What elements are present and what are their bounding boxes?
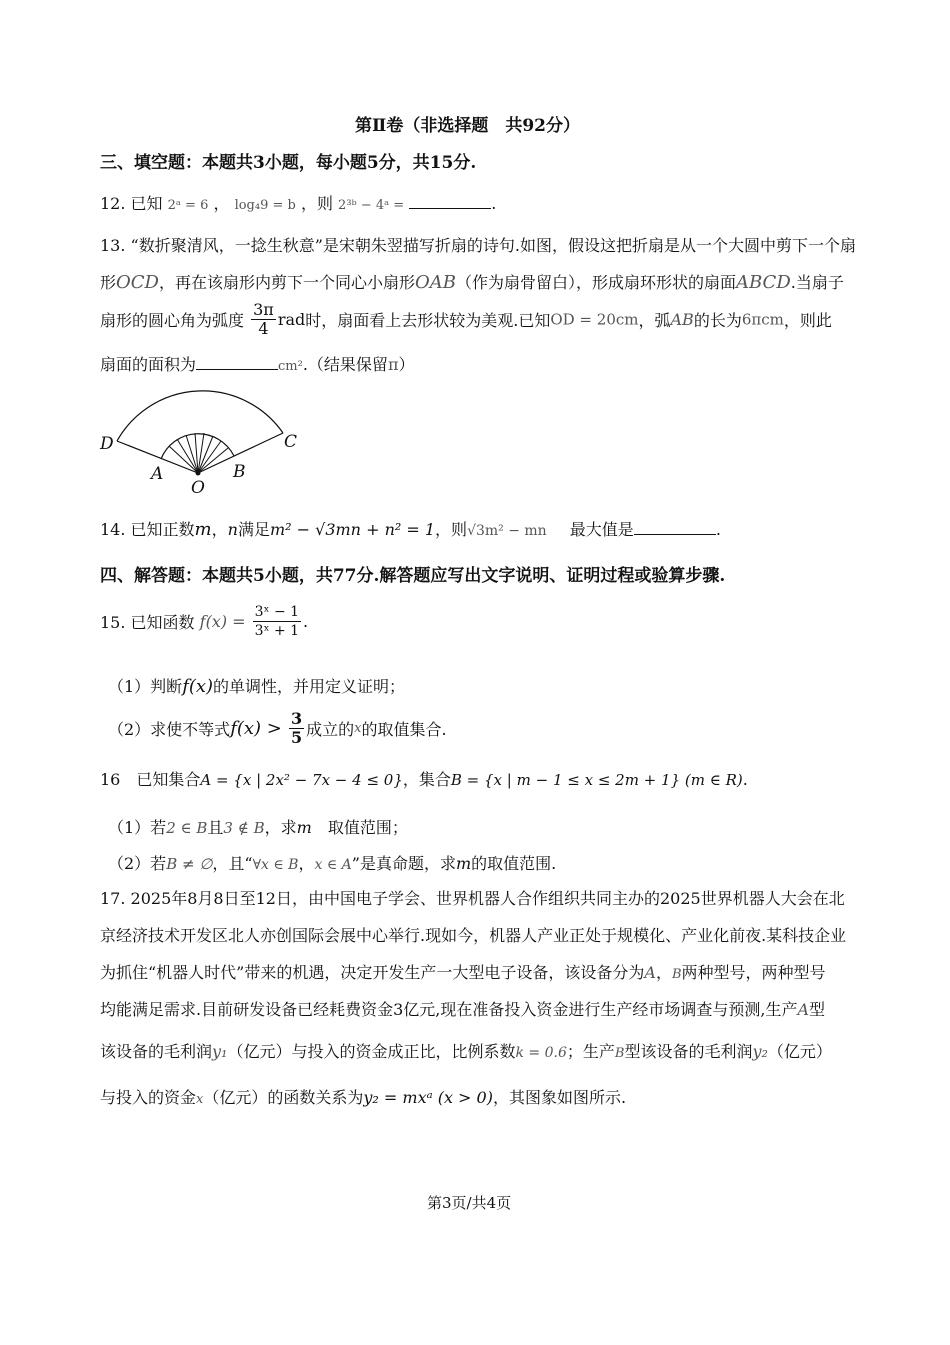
q17-text: 该设备的毛利润 — [100, 1042, 213, 1061]
q13-len: 6πcm — [741, 310, 784, 329]
q15-text: （1）判断 — [108, 677, 183, 696]
q12-eq3: 2³ᵇ − 4ᵃ = — [338, 198, 405, 213]
q15-text: 15. 已知函数 — [100, 613, 195, 632]
q12-answer-blank — [409, 192, 491, 209]
q17-a2: A — [797, 1000, 810, 1019]
q15-num: 3ˣ − 1 — [254, 604, 300, 620]
q16-p2-c3: x ∈ A — [314, 857, 352, 873]
q13-text: 扇面的面积为 — [100, 355, 197, 374]
q17-text: 与投入的资金 — [100, 1088, 197, 1107]
q12-eq1: 2ᵃ = 6 — [167, 198, 209, 213]
part3-heading: 三、填空题：本题共3小题，每小题5分，共15分. — [100, 153, 477, 173]
q17-line4 — [100, 997, 825, 1020]
q12-prefix: 12. 已知 — [100, 194, 163, 213]
q16-p2-c1: B ≠ ∅ — [166, 855, 213, 873]
question-12 — [100, 191, 496, 214]
q17-text: 型 — [809, 1000, 826, 1019]
q16-p1-c1: 2 ∈ B — [166, 819, 208, 837]
section-title: 第Ⅱ卷（非选择题 共92分） — [355, 116, 580, 136]
q13-text: .（结果保留 — [302, 355, 388, 374]
q13-text: ，则此 — [783, 311, 832, 330]
q15-fx: f(x) = — [199, 612, 246, 631]
q13-ab: AB — [670, 310, 694, 329]
q16-text: ，且“ — [212, 854, 253, 873]
q13-answer-blank — [196, 353, 278, 370]
center-point — [196, 471, 201, 476]
q17-line5 — [100, 1039, 832, 1062]
label-b: B — [233, 462, 246, 482]
q16-set-a: A = {x | 2x² − 7x − 4 ≤ 0} — [200, 771, 403, 789]
label-a: A — [151, 464, 164, 484]
q17-text: 为抓住“机器人时代”带来的机遇，决定开发生产一大型电子设备，该设备分为 — [100, 963, 645, 982]
question-15 — [100, 603, 308, 640]
q17-line2: 京经济技术开发区北人亦创国际会展中心举行.现如今，机器人产业正处于规模化、产业化前夜.某科技企业 — [100, 926, 847, 945]
label-d: D — [100, 434, 114, 454]
q17-a: A — [644, 963, 656, 982]
q13-od: OD = 20cm — [550, 310, 639, 329]
q15-den: 3ˣ + 1 — [254, 623, 300, 639]
q13-text: 时，扇面看上去形状较为美观.已知 — [305, 311, 551, 330]
q16-p2-c2: ∀x ∈ B — [252, 857, 299, 873]
q15-p2-den: 5 — [290, 728, 303, 747]
question-14 — [100, 517, 721, 540]
q13-pi: π — [387, 355, 399, 374]
q15-text: 的取值集合. — [361, 720, 447, 739]
q12-sep1: ， — [213, 194, 230, 213]
q17-text: （亿元）的函数关系为 — [203, 1088, 364, 1107]
q16-set-b: B = {x | m − 1 ≤ x ≤ 2m + 1} (m ∈ R) — [450, 771, 743, 789]
q15-part1 — [108, 674, 405, 697]
frac-den: 4 — [258, 319, 269, 338]
q13-unit: cm² — [278, 359, 303, 374]
q13-ocd: OCD — [116, 272, 159, 293]
q15-text: （2）求使不等式 — [108, 720, 231, 739]
q14-eq: m² − √3mn + n² = 1 — [269, 520, 436, 539]
q16-text: 取值范围； — [311, 818, 408, 837]
q13-text: （作为扇骨留白），形成扇环形状的扇面 — [455, 273, 736, 292]
q15-text: . — [303, 612, 309, 631]
q16-part1 — [108, 815, 408, 838]
q16-p2-m: m — [455, 854, 472, 873]
q14-m: m — [194, 519, 212, 540]
q17-line3 — [100, 960, 826, 983]
q17-text: ；生产 — [566, 1042, 615, 1061]
q14-text: ，则 — [435, 520, 468, 539]
q15-p2-num: 3 — [290, 709, 303, 728]
q14-text: ， — [211, 520, 228, 539]
q16-text: ，求 — [264, 818, 297, 837]
label-o: O — [191, 478, 205, 498]
q17-x: x — [196, 1092, 204, 1107]
q15-fraction — [253, 603, 301, 640]
q14-text: 14. 已知正数 — [100, 520, 195, 539]
q17-text: （亿元）与投入的资金成正比，比例系数 — [227, 1042, 516, 1061]
q17-b2: B — [614, 1046, 625, 1061]
q14-text: 最大值是 — [569, 520, 634, 539]
q12-sep2: ，则 — [300, 194, 333, 213]
q13-text: ） — [398, 355, 415, 374]
q16-text: ， — [298, 854, 315, 873]
q14-text: . — [715, 520, 721, 539]
q17-text: 型该设备的毛利润 — [624, 1042, 753, 1061]
q17-k: k = 0.6 — [515, 1045, 567, 1061]
q17-line1: 17. 2025年8月8日至12日，由中国电子学会、世界机器人合作组织共同主办的2025世界机器人大会在北 — [100, 889, 845, 908]
q16-text: （2）若 — [108, 854, 167, 873]
q17-line6 — [100, 1085, 626, 1108]
q15-p1-fx: f(x) — [182, 676, 214, 697]
q13-text: .当扇子 — [790, 273, 844, 292]
q16-p1-m: m — [296, 818, 312, 837]
q12-suffix: . — [491, 194, 497, 213]
q13-rad: rad — [277, 310, 306, 329]
q13-angle-fraction — [251, 301, 276, 338]
label-c: C — [284, 432, 298, 452]
q16-text: ”是真命题，求 — [351, 854, 456, 873]
q16-text: （1）若 — [108, 818, 167, 837]
page-footer: 第3页/共4页 — [427, 1194, 512, 1212]
q13-line1: 13. “数折聚清风，一捻生秋意”是宋朝朱翌描写折扇的诗句.如图，假设这把折扇是从一个大圆中剪下一个扇 — [100, 236, 856, 255]
q13-text: 扇形的圆心角为弧度 — [100, 311, 245, 330]
q13-line2 — [100, 270, 844, 293]
q17-b: B — [671, 967, 682, 982]
part4-heading: 四、解答题：本题共5小题，共77分.解答题应写出文字说明、证明过程或验算步骤. — [100, 566, 726, 586]
q17-text: 均能满足需求.目前研发设备已经耗费资金3亿元,现在准备投入资金进行生产经市场调查与预测,生产 — [100, 1000, 798, 1019]
q16-text: 的取值范围. — [471, 854, 557, 873]
q15-text: 成立的 — [306, 720, 355, 739]
q15-p2-fraction — [289, 710, 304, 747]
q13-text: ，再在该扇形内剪下一个同心小扇形 — [158, 273, 415, 292]
q13-text: 的长为 — [693, 311, 742, 330]
q17-text: ， — [655, 963, 672, 982]
q17-formula: y₂ = mxᵃ (x > 0) — [363, 1088, 493, 1107]
q15-text: 的单调性，并用定义证明； — [213, 677, 406, 696]
q17-text: （亿元） — [767, 1042, 832, 1061]
q13-line3 — [100, 301, 832, 338]
q14-text: 满足 — [237, 520, 270, 539]
frac-num: 3π — [253, 300, 274, 319]
q17-y1: y₁ — [212, 1042, 228, 1061]
q15-part2 — [108, 710, 447, 747]
q16-text: . — [742, 770, 748, 789]
q13-text: ，弧 — [638, 311, 671, 330]
q15-p2-fx: f(x) > — [230, 718, 282, 739]
q13-abcd: ABCD — [736, 272, 791, 293]
q14-answer-blank — [634, 518, 716, 535]
q17-text: ，其图象如图所示. — [492, 1088, 627, 1107]
q14-expr: √3m² − mn — [467, 523, 547, 539]
q12-eq2: log₄9 = b — [234, 198, 296, 213]
q16-text: 16 已知集合 — [100, 770, 201, 789]
q13-oab: OAB — [415, 272, 456, 293]
q16-text: ，集合 — [402, 770, 451, 789]
inner-arc — [161, 434, 234, 459]
q16-p1-c2: 3 ∉ B — [223, 819, 265, 837]
q13-text: 形 — [100, 273, 117, 292]
q14-n: n — [227, 520, 238, 539]
q16-part2 — [108, 851, 556, 874]
q15-p2-x: x — [354, 721, 362, 736]
q13-line4 — [100, 352, 414, 375]
fan-figure — [95, 385, 315, 500]
q17-text: 两种型号，两种型号 — [681, 963, 826, 982]
question-16 — [100, 767, 748, 790]
q16-text: 且 — [207, 818, 224, 837]
q17-y2: y₂ — [752, 1042, 768, 1061]
